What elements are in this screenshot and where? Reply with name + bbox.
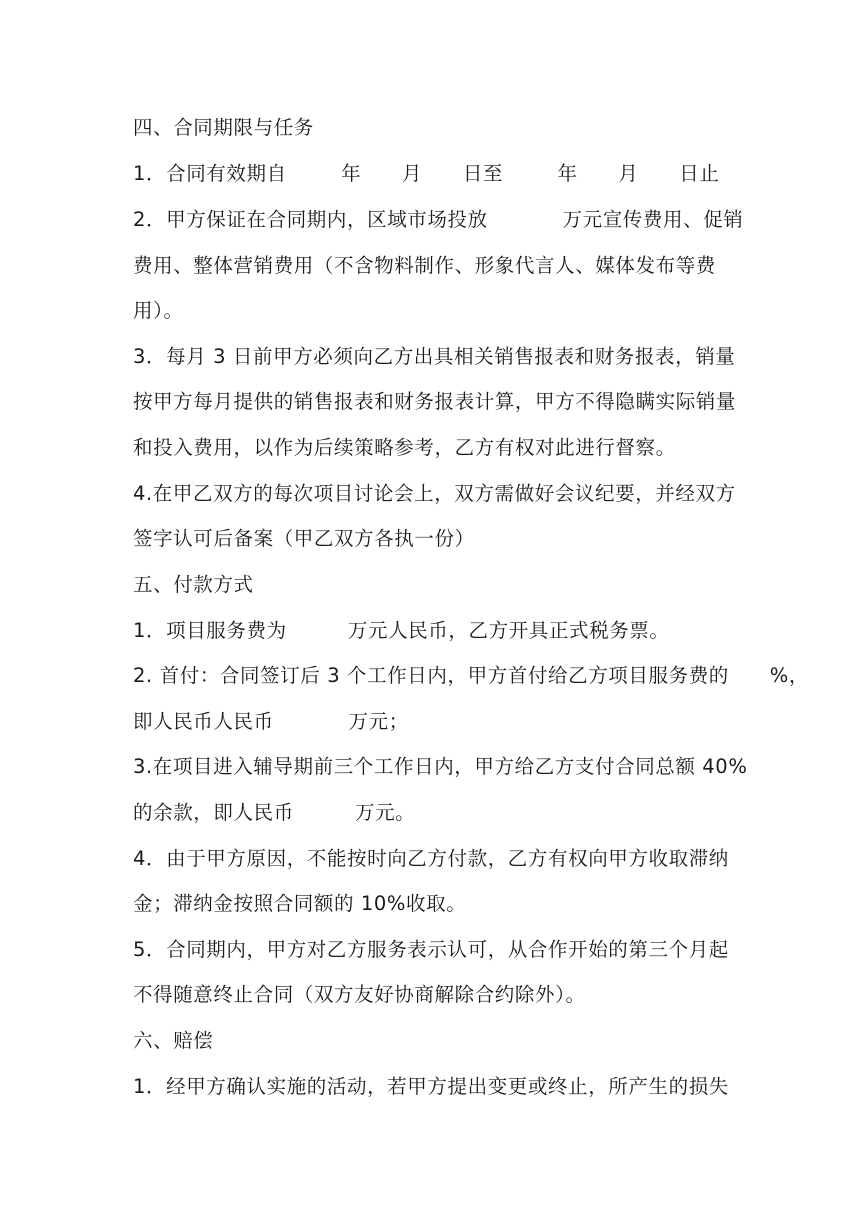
clause-4-2-line-3: 用）。 (133, 299, 184, 322)
clause-5-3-line-2: 的余款，即人民币 万元。 (133, 801, 416, 824)
clause-5-5-line-1: 5．合同期内，甲方对乙方服务表示认可，从合作开始的第三个月起 (133, 938, 729, 961)
clause-5-5-line-2: 不得随意终止合同（双方友好协商解除合约除外）。 (133, 983, 586, 1006)
clause-6-1: 1．经甲方确认实施的活动，若甲方提出变更或终止，所产生的损失 (133, 1075, 729, 1098)
clause-5-4-line-1: 4．由于甲方原因，不能按时向乙方付款，乙方有权向甲方收取滞纳 (133, 847, 729, 870)
clause-5-2-line-1: 2. 首付：合同签订后 3 个工作日内，甲方首付给乙方项目服务费的 %， (133, 664, 809, 687)
section-heading-contract-term: 四、合同期限与任务 (133, 116, 314, 139)
clause-5-4-line-2: 金；滞纳金按照合同额的 10%收取。 (133, 892, 467, 915)
clause-4-2-line-2: 费用、整体营销费用（不含物料制作、形象代言人、媒体发布等费 (133, 254, 716, 277)
clause-5-3-line-1: 3.在项目进入辅导期前三个工作日内，甲方给乙方支付合同总额 40% (133, 755, 748, 778)
clause-5-2-line-2: 即人民币人民币 万元； (133, 710, 409, 733)
clause-4-3-line-3: 和投入费用，以作为后续策略参考，乙方有权对此进行督察。 (133, 436, 676, 459)
clause-4-3-line-1: 3．每月 3 日前甲方必须向乙方出具相关销售报表和财务报表，销量 (133, 345, 736, 368)
clause-4-3-line-2: 按甲方每月提供的销售报表和财务报表计算，甲方不得隐瞒实际销量 (133, 390, 737, 413)
section-heading-compensation: 六、赔偿 (133, 1029, 214, 1052)
clause-4-1: 1．合同有效期自 年 月 日至 年 月 日止 (133, 162, 720, 185)
clause-4-4-line-1: 4.在甲乙双方的每次项目讨论会上，双方需做好会议纪要，并经双方 (133, 482, 736, 505)
section-heading-payment: 五、付款方式 (133, 573, 254, 596)
clause-4-4-line-2: 签字认可后备案（甲乙双方各执一份） (133, 527, 475, 550)
clause-4-2-line-1: 2．甲方保证在合同期内，区域市场投放 万元宣传费用、促销 (133, 208, 744, 231)
clause-5-1: 1．项目服务费为 万元人民币，乙方开具正式税务票。 (133, 619, 670, 642)
